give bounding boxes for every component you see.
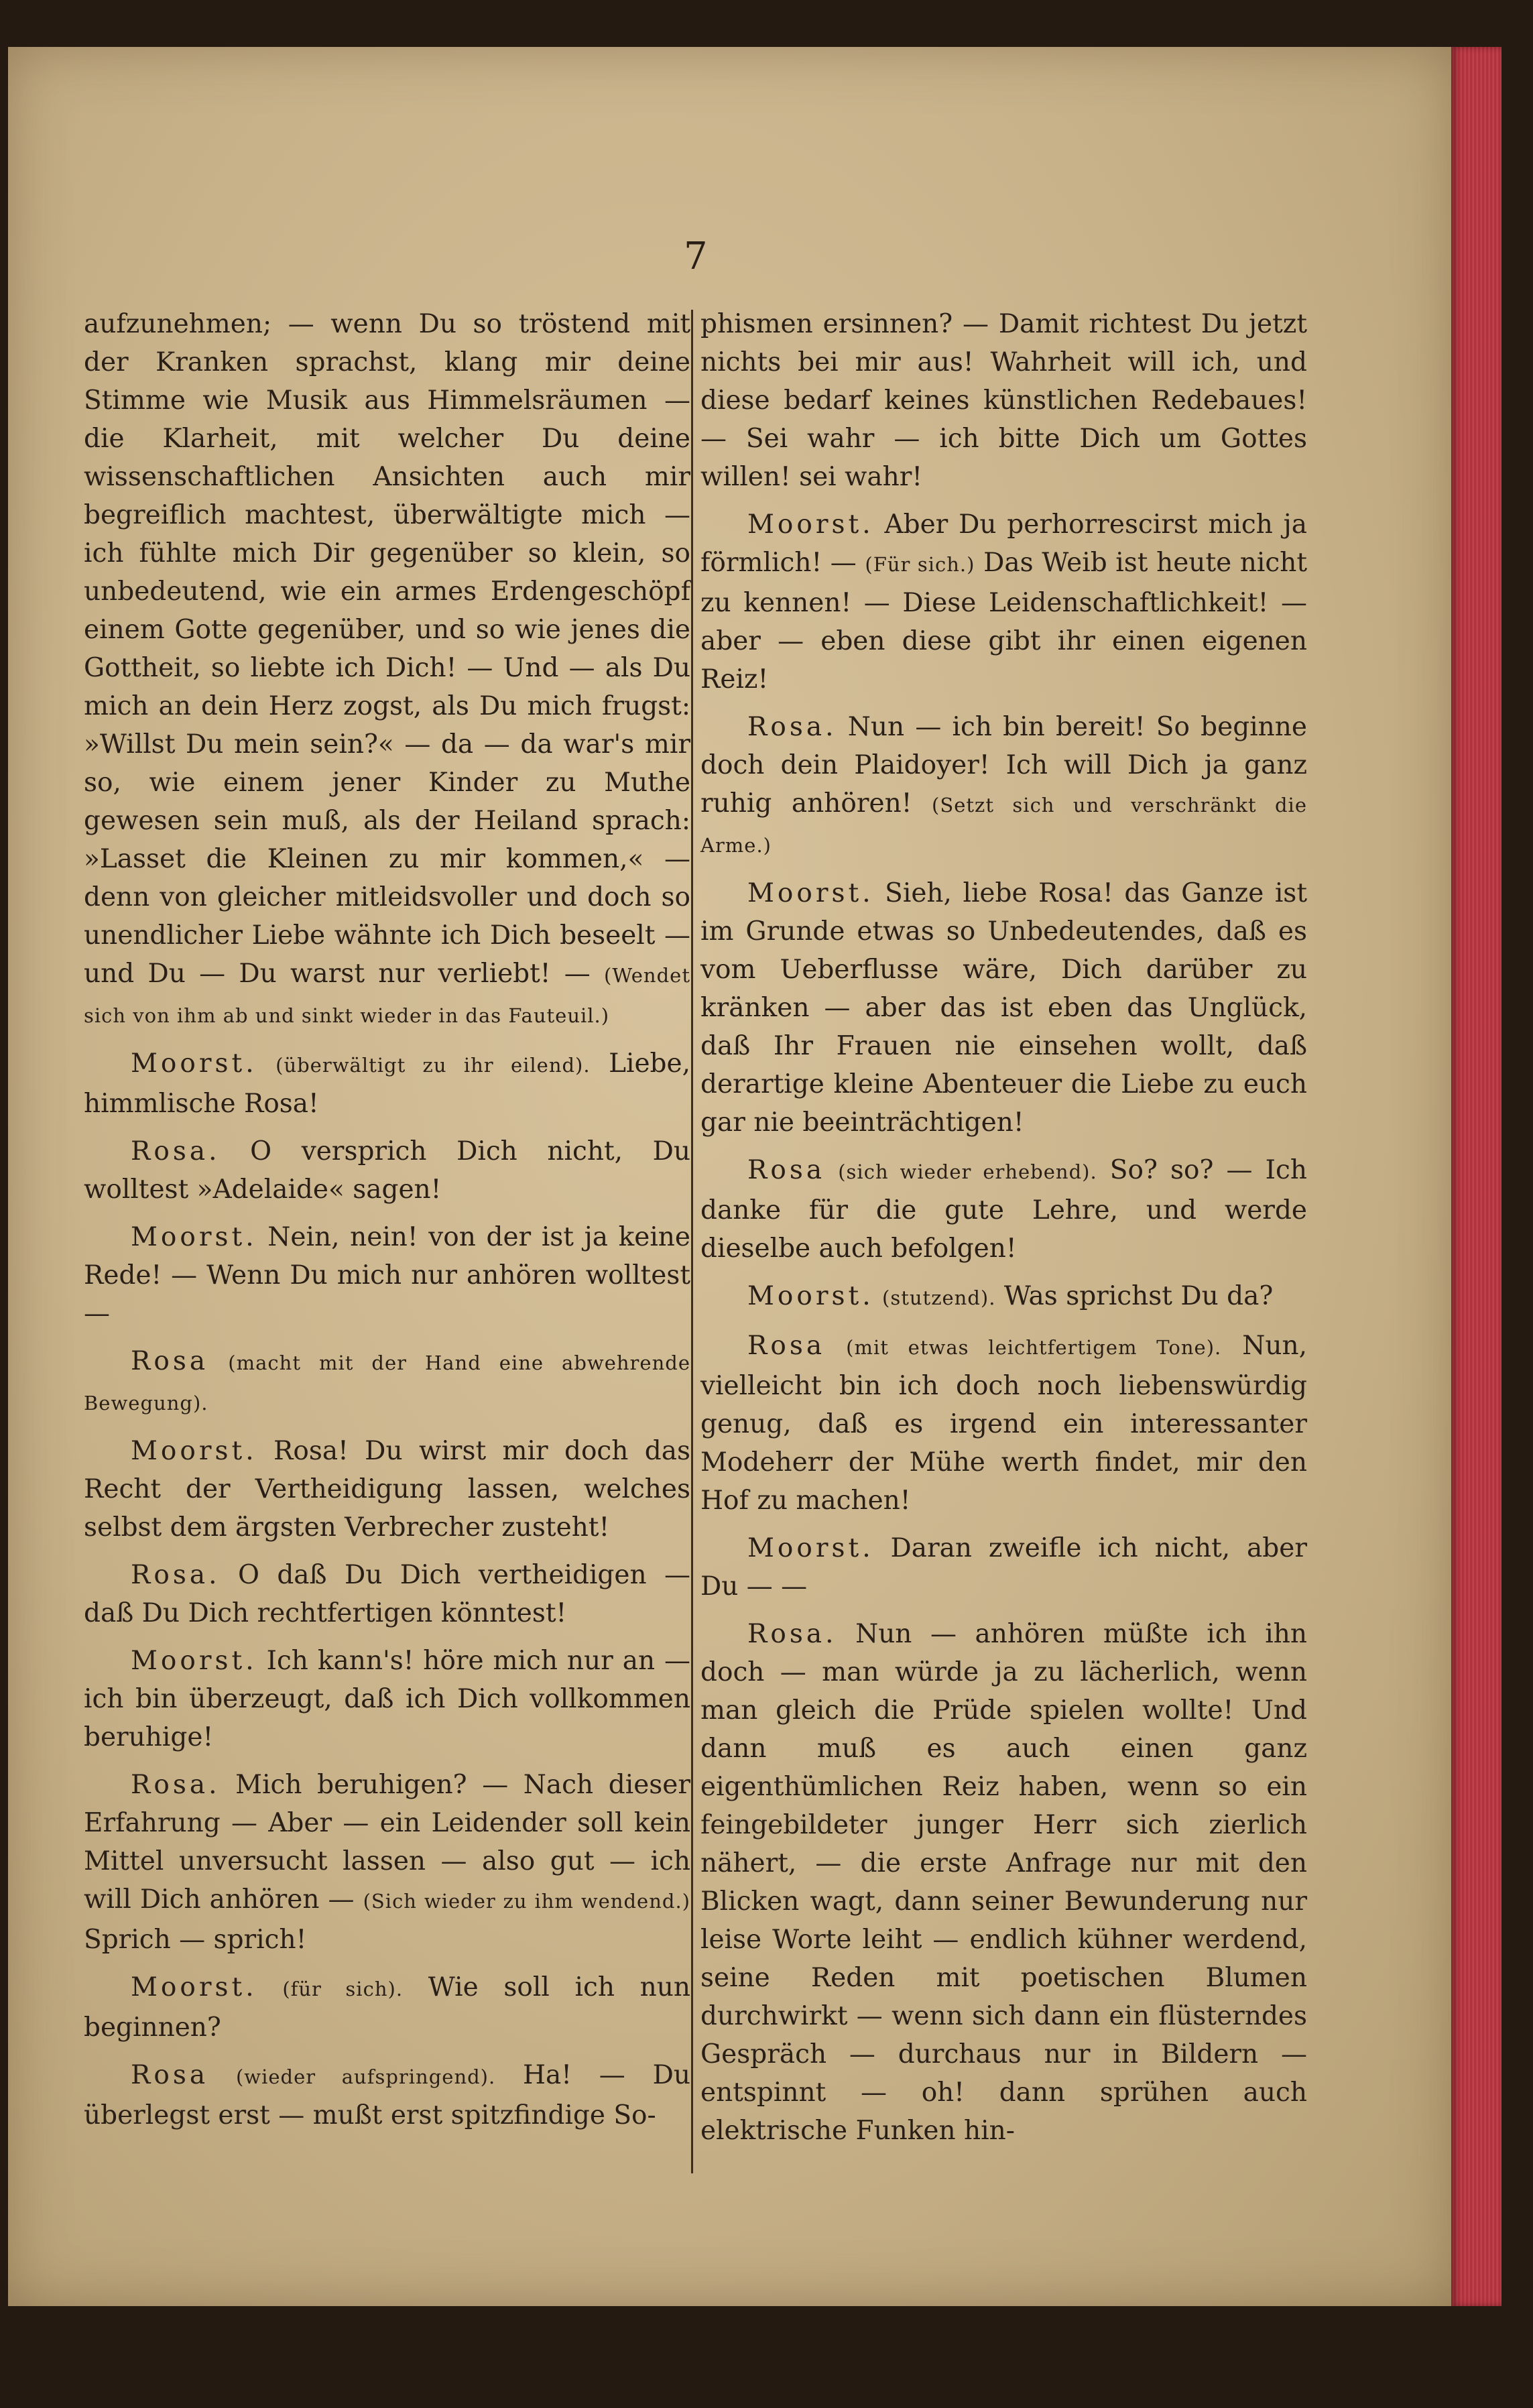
dialogue-text: Daran zweifle ich nicht, aber Du — — bbox=[700, 1533, 1307, 1602]
left-column bbox=[84, 305, 690, 2144]
dialogue-text: Rosa! Du wirst mir doch das Recht der Vertheidigung lassen, welches selbst dem ärgsten Verbrecher zusteht! bbox=[84, 1436, 690, 1543]
paragraph bbox=[84, 1556, 690, 1632]
stage-direction: (macht mit der Hand eine abwehrende Bewegung). bbox=[84, 1351, 690, 1414]
paragraph bbox=[700, 1277, 1307, 1317]
paragraph bbox=[84, 1766, 690, 1959]
dialogue-text: Sieh, liebe Rosa! das Ganze ist im Grunde etwas so Unbedeutendes, daß es vom Ueberflusse wäre, Dich darüber zu kränken — aber das ist eben das Unglück, daß Ihr Frauen nie einsehen wollt, daß derartige kleine Abenteuer die Liebe zu euch gar nie beeinträchtigen! bbox=[700, 878, 1307, 1138]
dialogue-text: Liebe, himmlische Rosa! bbox=[84, 1048, 690, 1119]
dialogue-text: Nun — ich bin bereit! So beginne doch dein Plaidoyer! Ich will Dich ja ganz ruhig anhören! bbox=[700, 712, 1307, 819]
stage-direction: (Für sich.) bbox=[865, 553, 975, 576]
speaker-name: Moorst. bbox=[131, 1222, 257, 1252]
paragraph bbox=[700, 1529, 1307, 1606]
dialogue-text: Nun, vielleicht bin ich doch noch liebenswürdig genug, daß es irgend ein interessanter Modeherr der Mühe werth findet, mir den Hof zu machen! bbox=[700, 1331, 1307, 1516]
speaker-name: Moorst. bbox=[131, 1048, 257, 1079]
speaker-name: Moorst. bbox=[747, 1533, 874, 1563]
dialogue-text: O daß Du Dich vertheidigen — daß Du Dich rechtfertigen könntest! bbox=[84, 1560, 691, 1628]
paragraph bbox=[700, 1615, 1307, 2150]
speaker-name: Rosa bbox=[131, 1346, 209, 1376]
dialogue-text: Ha! — Du überlegst erst — mußt erst spitzfindige So- bbox=[84, 2060, 690, 2130]
speaker-name: Rosa. bbox=[131, 1770, 221, 1800]
stage-direction: (Sich wieder zu ihm wendend.) bbox=[363, 1890, 690, 1913]
paragraph bbox=[84, 1342, 690, 1423]
dialogue-text: So? so? — Ich danke für die gute Lehre, und werde dieselbe auch befolgen! bbox=[700, 1155, 1307, 1264]
paragraph bbox=[84, 1968, 690, 2047]
speaker-name: Rosa. bbox=[747, 1619, 837, 1649]
stage-direction: (sich wieder erhebend). bbox=[838, 1160, 1097, 1183]
paragraph bbox=[84, 1432, 690, 1547]
speaker-name: Moorst. bbox=[747, 878, 874, 908]
paragraph bbox=[700, 305, 1307, 496]
dialogue-text: Was sprichst Du da? bbox=[1003, 1281, 1274, 1311]
stage-direction: (Wendet sich von ihm ab und sinkt wieder in das Fauteuil.) bbox=[84, 964, 690, 1027]
page-number: 7 bbox=[684, 235, 708, 278]
speaker-name: Rosa bbox=[131, 2060, 209, 2090]
speaker-name: Rosa. bbox=[747, 712, 837, 742]
page-edge bbox=[1451, 47, 1501, 2306]
dialogue-text: Nun — anhören müßte ich ihn doch — man würde ja zu lächerlich, wenn man gleich die Prüde spielen wollte! Und dann muß es auch einen ganz eigenthümlichen Reiz haben, wenn so ein feingebildeter junger Herr sich zierlich nähert, — die erste Anfrage nur mit den Blicken wagt, dann seiner Bewunderung nur leise Worte leiht — endlich kühner werdend, seine Reden mit poetischen Blumen durchwirkt — wenn sich dann ein flüsterndes Gespräch — durchaus nur in Bildern — entspinnt — oh! dann sprühen auch elektrische Funken hin- bbox=[700, 1619, 1307, 2146]
paragraph bbox=[700, 708, 1307, 865]
right-column bbox=[700, 305, 1307, 2159]
dialogue-text: O versprich Dich nicht, Du wolltest »Adelaide« sagen! bbox=[84, 1136, 690, 1205]
paragraph bbox=[84, 1132, 690, 1209]
dialogue-text: Sprich — sprich! bbox=[84, 1925, 307, 1955]
stage-direction: (Setzt sich und verschränkt die Arme.) bbox=[700, 794, 1307, 857]
stage-direction: (stutzend). bbox=[882, 1286, 996, 1309]
paragraph bbox=[84, 1218, 690, 1333]
stage-direction: (für sich). bbox=[282, 1978, 404, 2000]
paragraph bbox=[700, 505, 1307, 699]
speaker-name: Rosa bbox=[747, 1331, 826, 1361]
dialogue-text: Mich beruhigen? — Nach dieser Erfahrung — Aber — ein Leidender soll kein Mittel unversucht lassen — also gut — ich will Dich anhören — bbox=[84, 1770, 691, 1915]
dialogue-text: phismen ersinnen? — Damit richtest Du jetzt nichts bei mir aus! Wahrheit will ich, und diese bedarf keines künstlichen Redebaues! — Sei wahr — ich bitte Dich um Gottes willen! sei wahr! bbox=[700, 309, 1307, 492]
stage-direction: (überwältigt zu ihr eilend). bbox=[275, 1054, 591, 1077]
dialogue-text: Nein, nein! von der ist ja keine Rede! — Wenn Du mich nur anhören wolltest — bbox=[84, 1222, 690, 1329]
paragraph bbox=[84, 1044, 690, 1123]
column-divider bbox=[691, 310, 693, 2173]
speaker-name: Moorst. bbox=[131, 1436, 257, 1466]
paragraph bbox=[84, 305, 690, 1035]
speaker-name: Moorst. bbox=[747, 1281, 874, 1311]
speaker-name: Rosa. bbox=[131, 1136, 221, 1166]
dialogue-text: Ich kann's! höre mich nur an — ich bin überzeugt, daß ich Dich vollkommen beruhige! bbox=[84, 1646, 690, 1752]
speaker-name: Rosa bbox=[747, 1155, 826, 1185]
paragraph bbox=[84, 1642, 690, 1756]
paragraph bbox=[84, 2056, 690, 2134]
dialogue-text: Das Weib ist heute nicht zu kennen! — Diese Leidenschaftlichkeit! — aber — eben diese gibt ihr einen eigenen Reiz! bbox=[700, 548, 1308, 695]
paragraph bbox=[700, 874, 1307, 1142]
stage-direction: (mit etwas leichtfertigem Tone). bbox=[846, 1336, 1222, 1359]
dialogue-text: Aber Du perhorrescirst mich ja förmlich! — bbox=[700, 509, 1307, 578]
dialogue-text: Wie soll ich nun beginnen? bbox=[84, 1972, 691, 2043]
paragraph bbox=[700, 1151, 1307, 1268]
speaker-name: Moorst. bbox=[131, 1972, 257, 2002]
paragraph bbox=[700, 1327, 1307, 1520]
speaker-name: Rosa. bbox=[131, 1560, 221, 1590]
stage-direction: (wieder aufspringend). bbox=[235, 2065, 496, 2088]
speaker-name: Moorst. bbox=[131, 1646, 257, 1676]
dialogue-text: aufzunehmen; — wenn Du so tröstend mit der Kranken sprachst, klang mir deine Stimme wie Musik aus Himmelsräumen — die Klarheit, mit welcher Du deine wissenschaftlichen Ansichten auch mir begreiflich machtest, überwältigte mich — ich fühlte mich Dir gegenüber so klein, so unbedeutend, wie ein armes Erdengeschöpf einem Gotte gegenüber, und so wie jenes die Gottheit, so liebte ich Dich! — Und — als Du mich an dein Herz zogst, als Du mich frugst: »Willst Du mein sein?« — da — da war's mir so, wie einem jener Kinder zu Muthe gewesen sein muß, als der Heiland sprach: »Lasset die Kleinen zu mir kommen,« — denn von gleicher mitleidsvoller und doch so unendlicher Liebe wähnte ich Dich beseelt — und Du — Du warst nur verliebt! — bbox=[84, 309, 690, 989]
speaker-name: Moorst. bbox=[747, 509, 874, 540]
